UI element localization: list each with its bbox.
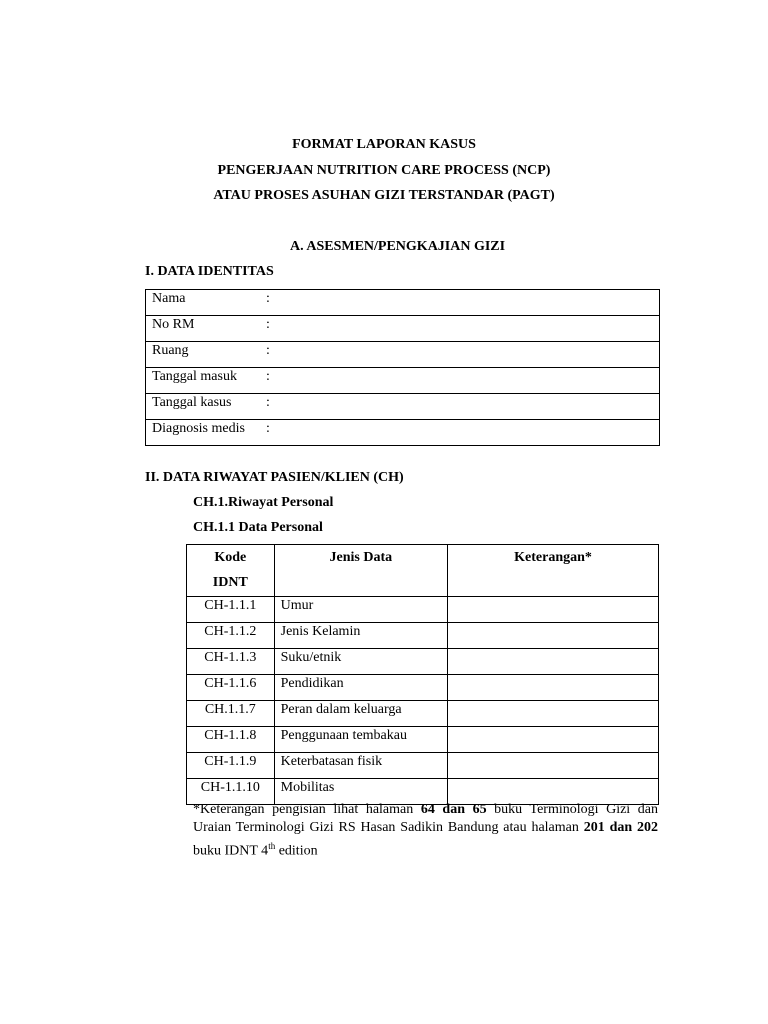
- kode-cell: CH-1.1.10: [187, 779, 275, 805]
- kode-cell: CH-1.1.6: [187, 675, 275, 701]
- doc-title-line1: FORMAT LAPORAN KASUS: [292, 137, 476, 152]
- keterangan-cell: [448, 675, 659, 701]
- footnote: [193, 801, 658, 861]
- keterangan-cell: [448, 727, 659, 753]
- personal-data-table: [186, 544, 659, 805]
- identity-colon: :: [266, 395, 270, 410]
- table-row: [187, 675, 659, 701]
- table-header-row: [187, 545, 659, 597]
- section-1-heading: I. DATA IDENTITAS: [145, 264, 274, 279]
- kode-cell: CH-1.1.8: [187, 727, 275, 753]
- keterangan-cell: [448, 753, 659, 779]
- identity-row: [146, 316, 660, 342]
- keterangan-cell: [448, 649, 659, 675]
- identity-row: [146, 368, 660, 394]
- footnote-text-1: *Keterangan pengisian lihat halaman: [193, 802, 421, 817]
- footnote-bold-2: 201 dan 202: [583, 820, 658, 835]
- jenis-cell: Pendidikan: [274, 675, 447, 701]
- kode-cell: CH-1.1.9: [187, 753, 275, 779]
- identity-row: [146, 394, 660, 420]
- table-row: [187, 753, 659, 779]
- kode-cell: CH-1.1.3: [187, 649, 275, 675]
- identity-label: No RM: [152, 317, 195, 332]
- section-2-sub2: CH.1.1 Data Personal: [193, 520, 323, 535]
- footnote-bold-1: 64 dan 65: [420, 802, 487, 817]
- jenis-cell: Umur: [274, 597, 447, 623]
- footnote-text-2: buku Terminologi Gizi dan Uraian Terminologi Gizi RS Hasan Sadikin Bandung atau halaman: [193, 802, 658, 835]
- footnote-text-4: edition: [275, 843, 318, 859]
- section-2-heading: II. DATA RIWAYAT PASIEN/KLIEN (CH): [145, 470, 404, 485]
- jenis-cell: Mobilitas: [274, 779, 447, 805]
- identity-label: Tanggal kasus: [152, 395, 232, 410]
- table-row: [187, 597, 659, 623]
- identity-colon: :: [266, 317, 270, 332]
- identity-colon: :: [266, 421, 270, 436]
- table-row: [187, 623, 659, 649]
- header-keterangan: Keterangan*: [448, 545, 659, 597]
- footnote-sup: th: [268, 841, 276, 851]
- identity-label: Diagnosis medis: [152, 421, 245, 436]
- identity-colon: :: [266, 343, 270, 358]
- header-kode-line2: IDNT: [212, 575, 248, 590]
- identity-label: Tanggal masuk: [152, 369, 237, 384]
- identity-table: [145, 289, 660, 446]
- identity-colon: :: [266, 291, 270, 306]
- identity-row: [146, 290, 660, 316]
- keterangan-cell: [448, 623, 659, 649]
- section-a-heading: A. ASESMEN/PENGKAJIAN GIZI: [290, 239, 506, 254]
- keterangan-cell: [448, 597, 659, 623]
- table-row: [187, 701, 659, 727]
- jenis-cell: Penggunaan tembakau: [274, 727, 447, 753]
- identity-colon: :: [266, 369, 270, 384]
- kode-cell: CH.1.1.7: [187, 701, 275, 727]
- header-kode: [187, 545, 275, 597]
- identity-row: [146, 342, 660, 368]
- footnote-text-3: buku IDNT 4: [193, 843, 269, 859]
- jenis-cell: Suku/etnik: [274, 649, 447, 675]
- doc-title-line3: ATAU PROSES ASUHAN GIZI TERSTANDAR (PAGT): [213, 188, 555, 203]
- jenis-cell: Peran dalam keluarga: [274, 701, 447, 727]
- identity-label: Ruang: [152, 343, 189, 358]
- header-kode-line1: Kode: [214, 550, 247, 565]
- table-row: [187, 727, 659, 753]
- jenis-cell: Keterbatasan fisik: [274, 753, 447, 779]
- header-jenis: Jenis Data: [274, 545, 447, 597]
- kode-cell: CH-1.1.2: [187, 623, 275, 649]
- section-2-sub1: CH.1.Riwayat Personal: [193, 495, 334, 510]
- identity-label: Nama: [152, 291, 186, 306]
- table-row: [187, 649, 659, 675]
- kode-cell: CH-1.1.1: [187, 597, 275, 623]
- identity-row: [146, 420, 660, 446]
- doc-title-line2: PENGERJAAN NUTRITION CARE PROCESS (NCP): [217, 163, 551, 178]
- jenis-cell: Jenis Kelamin: [274, 623, 447, 649]
- keterangan-cell: [448, 701, 659, 727]
